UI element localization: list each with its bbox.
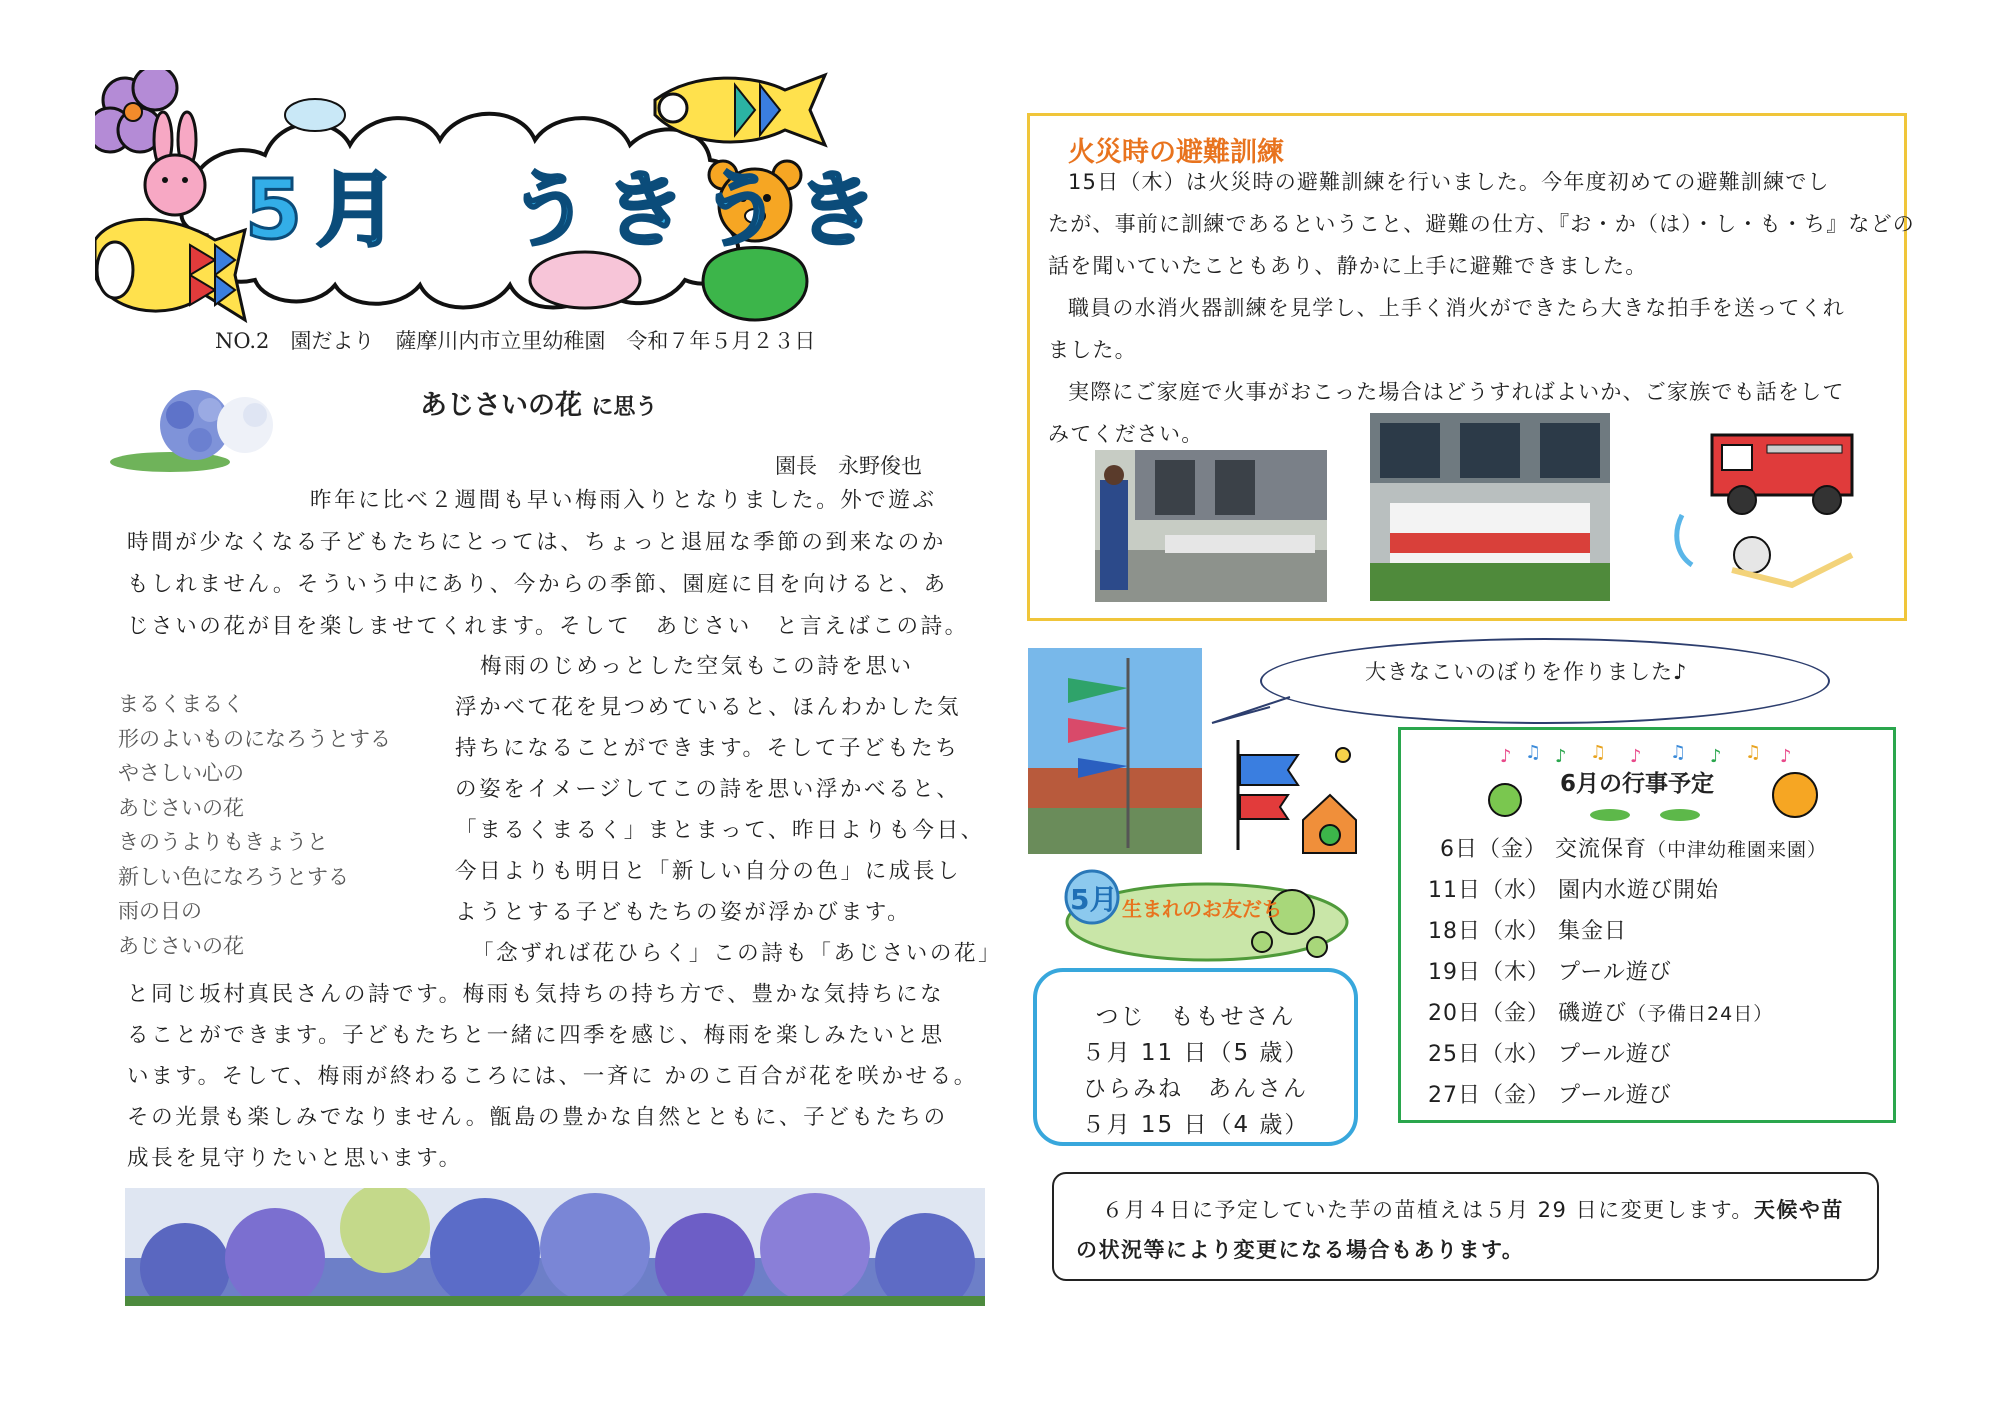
article-line: 今日よりも明日と「新しい自分の色」に成長し (455, 859, 962, 884)
events-title: 6月の行事予定 (1560, 771, 1715, 797)
class-photo (1370, 413, 1610, 601)
article-line: 時間が少なくなる子どもたちにとっては、ちょっと退屈な季節の到来なのか (127, 530, 946, 555)
article-line: じさいの花が目を楽しませてくれます。そして あじさい と言えばこの詩。 (127, 614, 969, 639)
svg-text:♫: ♫ (1590, 742, 1607, 763)
birthday-box (1033, 968, 1358, 1146)
poem-line: 雨の日の (118, 899, 202, 923)
event-date: 6日（金） (1440, 837, 1547, 862)
event-text: 園内水遊び開始 (1558, 878, 1720, 903)
svg-text:♫: ♫ (1525, 742, 1542, 763)
hydrangea-banner-photo (125, 1188, 985, 1306)
article-line: 「まるくまるく」まとまって、昨日よりも今日、 (455, 818, 985, 843)
masthead (95, 70, 975, 330)
poem-line: 形のよいものになろうとする (118, 726, 391, 751)
notice-text: ６月４日に予定していた芋の苗植えは５月 29 日に変更します。 (1102, 1198, 1754, 1222)
article-line: 梅雨のじめっとした空気もこの詩を思い (480, 654, 914, 679)
notice-emphasis: 天候や苗 (1753, 1198, 1844, 1222)
event-text: 集金日 (1558, 919, 1628, 944)
poem-line: きのうよりもきょうと (118, 830, 328, 854)
koinobori-photo (1028, 648, 1202, 854)
poem-line: やさしい心の (118, 761, 244, 785)
event-date: 11日（水） (1428, 878, 1550, 903)
svg-text:♪: ♪ (1780, 746, 1792, 767)
event-row (1428, 1078, 1672, 1109)
fire-drill-line: たが、事前に訓練であるということ、避難の仕方、『お・か（は）・し・も・ち』などの (1048, 212, 1915, 236)
event-date: 18日（水） (1428, 919, 1550, 944)
fire-drill-line: 職員の水消火器訓練を見学し、上手く消火ができたら大きな拍手を送ってくれ (1068, 296, 1845, 320)
speech-bubble-text: 大きなこいのぼりを作りました♪ (1365, 660, 1688, 684)
article-line: います。そして、梅雨が終わるころには、一斉に かのこ百合が花を咲かせる。 (127, 1064, 978, 1089)
event-note: （中津幼稚園来園） (1647, 839, 1828, 861)
article-line: と同じ坂村真民さんの詩です。梅雨も気持ちの持ち方で、豊かな気持ちにな (127, 982, 945, 1007)
event-note: （予備日24日） (1627, 1003, 1774, 1025)
birthday-line: ５月 11 日（5 歳） (1081, 1040, 1310, 1066)
article-line: ることができます。子どもたちと一緒に四季を感じ、梅雨を楽しみたいと思 (127, 1023, 945, 1048)
fire-drill-photo (1095, 450, 1327, 602)
article-line: 昨年に比べ２週間も早い梅雨入りとなりました。外で遊ぶ (310, 488, 937, 513)
poem-line: 新しい色になろうとする (118, 864, 349, 889)
article-line: もしれません。そういう中にあり、今からの季節、園庭に目を向けると、あ (127, 572, 948, 597)
article-title-main: あじさいの花 (420, 390, 582, 421)
article-line: 成長を見守りたいと思います。 (127, 1146, 463, 1171)
svg-text:♫: ♫ (1670, 742, 1687, 763)
svg-text:♪: ♪ (1710, 746, 1722, 767)
event-date: 19日（木） (1428, 960, 1550, 985)
birthday-line: つじ ももせさん (1095, 1004, 1296, 1030)
issue-line: NO.2 園だより 薩摩川内市立里幼稚園 令和７年５月２３日 (215, 329, 816, 353)
article-author: 園長 永野俊也 (775, 454, 922, 478)
article-line: 持ちになることができます。そして子どもたち (455, 736, 960, 761)
event-text: プール遊び (1558, 1083, 1672, 1108)
svg-text:♫: ♫ (1745, 742, 1762, 763)
article-line: 浮かべて花を見つめていると、ほんわかした気 (455, 695, 962, 720)
event-row (1428, 914, 1627, 945)
event-date: 27日（金） (1428, 1083, 1550, 1108)
notice-box (1052, 1172, 1879, 1281)
event-row (1428, 996, 1773, 1027)
notice-line-2: の状況等により変更になる場合もあります。 (1076, 1238, 1525, 1262)
event-text: プール遊び (1558, 960, 1672, 985)
event-date: 25日（水） (1428, 1042, 1550, 1067)
fire-drill-line: ました。 (1048, 338, 1137, 362)
svg-text:♪: ♪ (1630, 746, 1642, 767)
article-line: の姿をイメージしてこの詩を思い浮かべると、 (455, 777, 961, 802)
svg-text:♪: ♪ (1500, 746, 1512, 767)
event-row (1428, 955, 1672, 986)
birthday-header-month: 5月 (1070, 883, 1118, 916)
birthday-line: ５月 15 日（4 歳） (1081, 1112, 1310, 1138)
poem-line: あじさいの花 (118, 795, 244, 820)
rabbit-icon (145, 112, 205, 215)
article-line: その光景も楽しみでなりません。甑島の豊かな自然とともに、子どもたちの (127, 1105, 948, 1130)
hydrangea-photo (110, 370, 320, 480)
birthday-line: ひらみね あんさん (1083, 1076, 1308, 1102)
fire-drill-line: 実際にご家庭で火事がおこった場合はどうすればよいか、ご家族でも話をして (1068, 380, 1845, 404)
event-text: 交流保育 (1555, 837, 1648, 862)
firetruck-icon (1672, 425, 1862, 595)
notice-line-1 (1102, 1194, 1844, 1224)
speech-bubble-tail (1210, 695, 1300, 725)
article-title (420, 383, 657, 422)
newsletter-title: 5月 うきうき (245, 163, 893, 258)
event-row (1440, 832, 1827, 863)
poem-line: まるくまるく (118, 692, 244, 716)
event-date: 20日（金） (1428, 1001, 1550, 1026)
article-line: ようとする子どもたちの姿が浮かびます。 (455, 900, 912, 925)
event-text: 磯遊び (1558, 1001, 1628, 1026)
fire-drill-line: 話を聞いていたこともあり、静かに上手に避難できました。 (1048, 254, 1648, 278)
poem-line: あじさいの花 (118, 933, 244, 958)
koinobori-house-icon (1228, 735, 1358, 855)
event-text: プール遊び (1558, 1042, 1672, 1067)
article-title-sub: に思う (591, 395, 658, 420)
fire-drill-title: 火災時の避難訓練 (1068, 137, 1284, 168)
event-row (1428, 873, 1719, 904)
poem (118, 688, 428, 964)
fire-drill-line: みてください。 (1048, 422, 1204, 446)
svg-text:♪: ♪ (1555, 746, 1567, 767)
birthday-header-text: 生まれのお友だち (1122, 897, 1282, 921)
event-row (1428, 1037, 1672, 1068)
fire-drill-line: 15日（木）は火災時の避難訓練を行いました。今年度初めての避難訓練でし (1068, 170, 1830, 194)
article-line: 「念ずれば花ひらく」この詩も「あじさいの花」 (472, 941, 1003, 966)
